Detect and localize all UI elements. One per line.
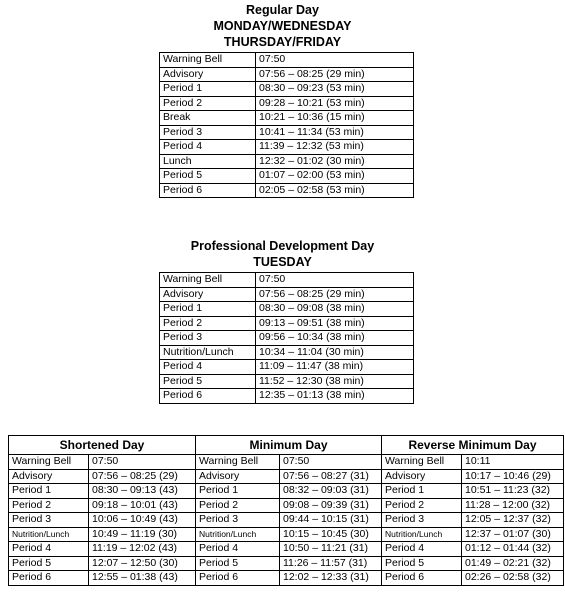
period-label: Period 6 xyxy=(382,571,462,586)
period-time: 10:34 – 11:04 (30 min) xyxy=(256,345,414,360)
period-time: 10:51 – 11:23 (32) xyxy=(462,484,564,499)
period-time: 01:49 – 02:21 (32) xyxy=(462,556,564,571)
period-time: 12:07 – 12:50 (30) xyxy=(89,556,196,571)
regular-day-days-line2: THURSDAY/FRIDAY xyxy=(223,35,342,49)
period-time: 10:50 – 11:21 (31) xyxy=(280,542,382,557)
period-time: 02:26 – 02:58 (32) xyxy=(462,571,564,586)
period-label: Period 1 xyxy=(196,484,280,499)
period-label: Break xyxy=(160,111,256,126)
period-label: Warning Bell xyxy=(196,455,280,470)
period-label: Warning Bell xyxy=(160,53,256,68)
period-time: 11:26 – 11:57 (31) xyxy=(280,556,382,571)
table-row xyxy=(9,513,564,528)
table-row xyxy=(160,111,414,126)
table-row xyxy=(160,316,414,331)
table-row xyxy=(9,469,564,484)
period-label: Period 4 xyxy=(160,360,256,375)
period-label: Period 6 xyxy=(196,571,280,586)
table-row xyxy=(160,345,414,360)
table-row xyxy=(160,67,414,82)
period-time: 10:11 xyxy=(462,455,564,470)
period-label: Period 4 xyxy=(382,542,462,557)
regular-day-days-line1: MONDAY/WEDNESDAY xyxy=(213,19,352,33)
period-label: Period 2 xyxy=(196,498,280,513)
period-time: 01:07 – 02:00 (53 min) xyxy=(256,169,414,184)
period-time: 07:56 – 08:25 (29) xyxy=(89,469,196,484)
period-time: 08:30 – 09:23 (53 min) xyxy=(256,82,414,97)
period-time: 10:06 – 10:49 (43) xyxy=(89,513,196,528)
table-row xyxy=(160,273,414,288)
period-time: 09:08 – 09:39 (31) xyxy=(280,498,382,513)
regular-day-title: Regular Day xyxy=(246,3,319,17)
period-time: 09:13 – 09:51 (38 min) xyxy=(256,316,414,331)
table-row xyxy=(9,542,564,557)
table-row xyxy=(160,360,414,375)
table-row xyxy=(160,183,414,198)
table-row xyxy=(9,556,564,571)
period-time: 02:05 – 02:58 (53 min) xyxy=(256,183,414,198)
table-row xyxy=(9,484,564,499)
period-time: 12:55 – 01:38 (43) xyxy=(89,571,196,586)
period-time: 10:21 – 10:36 (15 min) xyxy=(256,111,414,126)
table-row xyxy=(9,455,564,470)
period-label: Period 3 xyxy=(9,513,89,528)
shortened-day-title: Shortened Day xyxy=(9,436,196,455)
period-label: Nutrition/Lunch xyxy=(382,527,462,542)
table-row xyxy=(160,53,414,68)
table-row xyxy=(160,169,414,184)
period-time: 11:39 – 12:32 (53 min) xyxy=(256,140,414,155)
period-label: Period 2 xyxy=(160,96,256,111)
period-time: 11:19 – 12:02 (43) xyxy=(89,542,196,557)
period-label: Period 2 xyxy=(382,498,462,513)
period-time: 08:32 – 09:03 (31) xyxy=(280,484,382,499)
period-label: Nutrition/Lunch xyxy=(9,527,89,542)
period-label: Nutrition/Lunch xyxy=(160,345,256,360)
period-label: Period 5 xyxy=(9,556,89,571)
table-row xyxy=(160,154,414,169)
period-time: 07:56 – 08:25 (29 min) xyxy=(256,67,414,82)
table-row xyxy=(9,527,564,542)
period-label: Period 6 xyxy=(9,571,89,586)
table-header-row xyxy=(9,436,564,455)
period-time: 12:35 – 01:13 (38 min) xyxy=(256,389,414,404)
period-label: Period 3 xyxy=(382,513,462,528)
period-time: 10:41 – 11:34 (53 min) xyxy=(256,125,414,140)
table-row xyxy=(160,331,414,346)
period-time: 07:50 xyxy=(89,455,196,470)
period-label: Period 3 xyxy=(196,513,280,528)
period-label: Warning Bell xyxy=(160,273,256,288)
period-time: 08:30 – 09:13 (43) xyxy=(89,484,196,499)
table-row xyxy=(9,498,564,513)
period-time: 12:32 – 01:02 (30 min) xyxy=(256,154,414,169)
period-time: 01:12 – 01:44 (32) xyxy=(462,542,564,557)
period-label: Advisory xyxy=(160,287,256,302)
period-label: Period 1 xyxy=(160,302,256,317)
period-time: 09:44 – 10:15 (31) xyxy=(280,513,382,528)
period-time: 07:50 xyxy=(280,455,382,470)
period-label: Advisory xyxy=(160,67,256,82)
table-row xyxy=(160,302,414,317)
period-label: Advisory xyxy=(9,469,89,484)
period-label: Period 2 xyxy=(9,498,89,513)
period-time: 08:30 – 09:08 (38 min) xyxy=(256,302,414,317)
period-time: 11:28 – 12:00 (32) xyxy=(462,498,564,513)
period-time: 12:05 – 12:37 (32) xyxy=(462,513,564,528)
reverse-minimum-day-title: Reverse Minimum Day xyxy=(382,436,564,455)
period-time: 09:18 – 10:01 (43) xyxy=(89,498,196,513)
period-time: 09:28 – 10:21 (53 min) xyxy=(256,96,414,111)
period-time: 11:09 – 11:47 (38 min) xyxy=(256,360,414,375)
period-label: Period 6 xyxy=(160,183,256,198)
period-label: Period 3 xyxy=(160,331,256,346)
period-time: 10:17 – 10:46 (29) xyxy=(462,469,564,484)
period-label: Period 5 xyxy=(382,556,462,571)
period-label: Period 1 xyxy=(382,484,462,499)
period-label: Warning Bell xyxy=(382,455,462,470)
pd-day-title: Professional Development Day xyxy=(190,239,375,253)
period-label: Nutrition/Lunch xyxy=(196,527,280,542)
minimum-day-title: Minimum Day xyxy=(196,436,382,455)
period-label: Period 2 xyxy=(160,316,256,331)
table-row xyxy=(160,374,414,389)
pd-day-days: TUESDAY xyxy=(253,255,312,269)
period-label: Period 1 xyxy=(160,82,256,97)
table-row xyxy=(160,82,414,97)
period-label: Period 4 xyxy=(160,140,256,155)
period-label: Warning Bell xyxy=(9,455,89,470)
regular-day-schedule-table xyxy=(159,52,414,198)
period-label: Period 5 xyxy=(160,169,256,184)
table-row xyxy=(160,125,414,140)
period-time: 12:37 – 01:07 (30) xyxy=(462,527,564,542)
table-row xyxy=(160,140,414,155)
period-label: Period 1 xyxy=(9,484,89,499)
pd-day-schedule-table xyxy=(159,272,414,404)
period-label: Period 6 xyxy=(160,389,256,404)
period-label: Period 5 xyxy=(196,556,280,571)
period-time: 09:56 – 10:34 (38 min) xyxy=(256,331,414,346)
period-time: 07:50 xyxy=(256,273,414,288)
period-time: 10:15 – 10:45 (30) xyxy=(280,527,382,542)
period-time: 07:56 – 08:27 (31) xyxy=(280,469,382,484)
period-time: 12:02 – 12:33 (31) xyxy=(280,571,382,586)
alternate-schedules-table xyxy=(8,435,564,586)
table-row xyxy=(9,571,564,586)
table-row xyxy=(160,96,414,111)
period-time: 07:56 – 08:25 (29 min) xyxy=(256,287,414,302)
period-label: Advisory xyxy=(382,469,462,484)
period-label: Period 3 xyxy=(160,125,256,140)
period-label: Advisory xyxy=(196,469,280,484)
period-label: Period 5 xyxy=(160,374,256,389)
table-row xyxy=(160,287,414,302)
period-time: 07:50 xyxy=(256,53,414,68)
period-time: 11:52 – 12:30 (38 min) xyxy=(256,374,414,389)
period-time: 10:49 – 11:19 (30) xyxy=(89,527,196,542)
period-label: Period 4 xyxy=(9,542,89,557)
table-row xyxy=(160,389,414,404)
period-label: Period 4 xyxy=(196,542,280,557)
period-label: Lunch xyxy=(160,154,256,169)
